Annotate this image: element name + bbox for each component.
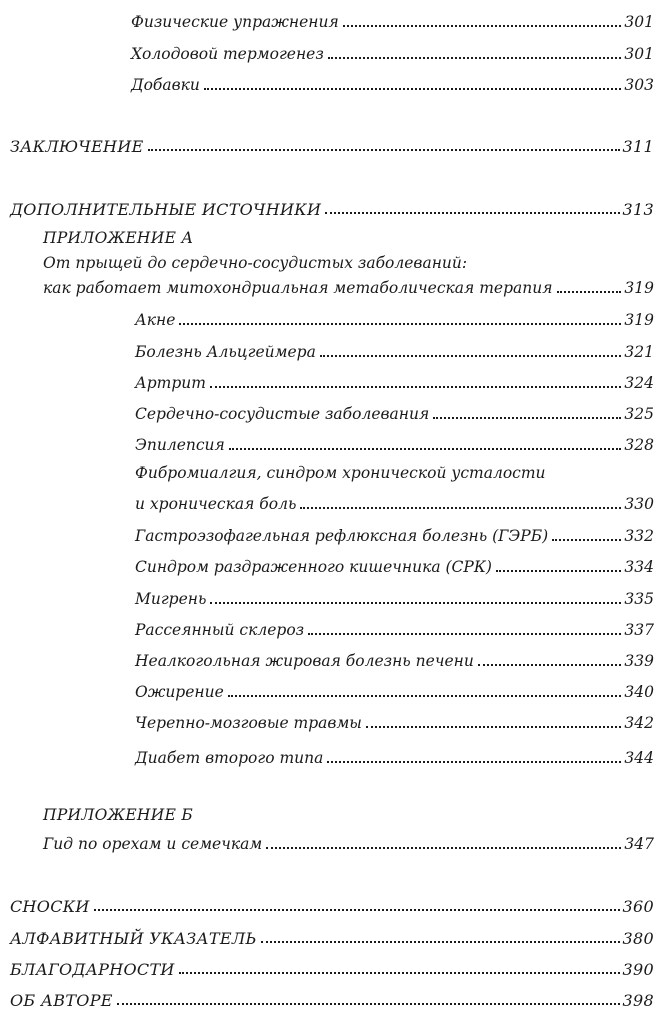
toc-entry-page: 347 [624,835,654,854]
toc-section-additional-sources [10,193,654,219]
toc-entry-title: Физические упражнения [131,13,339,32]
dot-leader [266,847,621,849]
dot-leader [557,291,622,293]
toc-entry-title: Ожирение [135,683,224,702]
toc-entry-page: 301 [624,13,654,32]
dot-leader [148,149,620,151]
toc-section-title: БЛАГОДАРНОСТИ [10,959,175,979]
toc-section-page: 313 [622,199,654,219]
toc-section-title: СНОСКИ [10,896,90,916]
dot-leader [325,212,619,214]
toc-entry-page: 328 [624,436,654,455]
dot-leader [496,570,622,572]
toc-entry-title: и хроническая боль [135,495,297,514]
appendix-a-entry [43,272,654,298]
toc-entry-page: 332 [624,527,654,546]
dot-leader [204,88,622,90]
toc-entry-page: 324 [624,374,654,393]
toc-entry [135,336,654,362]
toc-entry [135,676,654,702]
toc-entry [135,367,654,393]
toc-section-acknowledgements [10,953,654,979]
toc-entry [135,645,654,671]
toc-section-title: АЛФАВИТНЫЙ УКАЗАТЕЛЬ [10,928,257,948]
toc-entry [135,520,654,546]
dot-leader [228,695,622,697]
appendix-b-heading: ПРИЛОЖЕНИЕ Б [43,806,194,824]
dot-leader [94,909,620,911]
toc-entry [135,488,654,514]
appendix-b-entry [43,828,654,854]
toc-entry-page: 325 [624,405,654,424]
toc-entry-title: Артрит [135,374,206,393]
toc-section-about-author [10,984,654,1010]
toc-section-page: 390 [622,959,654,979]
toc-entry [135,583,654,609]
toc-entry-page: 337 [624,621,654,640]
dot-leader [552,539,621,541]
toc-entry-title: Диабет второго типа [135,749,324,768]
toc-section-page: 398 [622,990,654,1010]
toc-entry-title: Гастроэзофагельная рефлюксная болезнь (ГЭРБ) [135,527,549,546]
dot-leader [433,417,621,419]
toc-entry-page: 319 [624,279,654,298]
toc-entry-page: 339 [624,652,654,671]
toc-entry [135,429,654,455]
toc-entry-page: 334 [624,558,654,577]
toc-entry-page: 335 [624,590,654,609]
toc-section-page: 311 [622,136,654,156]
toc-section-notes [10,890,654,916]
toc-entry [135,551,654,577]
toc-entry [131,38,654,64]
toc-entry-page: 340 [624,683,654,702]
dot-leader [179,323,621,325]
toc-entry [135,398,654,424]
dot-leader [210,602,621,604]
dot-leader [308,633,621,635]
toc-entry-page: 319 [624,311,654,330]
toc-entry-title: Мигрень [135,590,207,609]
toc-section-conclusion [10,130,654,156]
dot-leader [320,355,622,357]
appendix-a-heading: ПРИЛОЖЕНИЕ А [43,229,194,247]
toc-entry-page: 303 [624,76,654,95]
toc-entry [135,614,654,640]
appendix-a-subtitle: От прыщей до сердечно-сосудистых заболеваний: [43,254,468,272]
toc-section-title: ЗАКЛЮЧЕНИЕ [10,136,144,156]
toc-entry-title: Синдром раздраженного кишечника (СРК) [135,558,492,577]
toc-entry-page: 330 [624,495,654,514]
dot-leader [261,941,620,943]
dot-leader [328,57,622,59]
toc-entry-title: Черепно-мозговые травмы [135,714,362,733]
toc-section-page: 380 [622,928,654,948]
dot-leader [210,386,621,388]
appendix-b-subtitle: Гид по орехам и семечкам [43,835,263,854]
toc-entry-page: 321 [624,343,654,362]
toc-section-index [10,922,654,948]
toc-section-page: 360 [622,896,654,916]
toc-entry [135,707,654,733]
toc-entry-title-line1: Фибромиалгия, синдром хронической усталости [135,464,546,482]
toc-entry-title: Добавки [131,76,200,95]
dot-leader [300,507,621,509]
dot-leader [478,664,622,666]
toc-section-title: ДОПОЛНИТЕЛЬНЫЕ ИСТОЧНИКИ [10,199,322,219]
toc-entry [131,6,654,32]
toc-entry [135,304,654,330]
toc-entry-title: Болезнь Альцгеймера [135,343,316,362]
toc-entry-title: Эпилепсия [135,436,225,455]
toc-entry-title: Неалкогольная жировая болезнь печени [135,652,474,671]
toc-entry [135,742,654,768]
toc-entry-page: 344 [624,749,654,768]
dot-leader [117,1003,620,1005]
dot-leader [327,761,621,763]
appendix-a-subtitle-line2: как работает митохондриальная метаболическая терапия [43,279,553,298]
toc-entry-title: Сердечно-сосудистые заболевания [135,405,430,424]
toc-entry-page: 342 [624,714,654,733]
toc-entry [131,69,654,95]
dot-leader [229,448,622,450]
toc-entry-title: Акне [135,311,176,330]
dot-leader [179,972,620,974]
toc-entry-page: 301 [624,45,654,64]
toc-entry-title: Рассеянный склероз [135,621,305,640]
dot-leader [366,726,621,728]
dot-leader [343,25,622,27]
toc-section-title: ОБ АВТОРЕ [10,990,113,1010]
toc-entry-title: Холодовой термогенез [131,45,324,64]
